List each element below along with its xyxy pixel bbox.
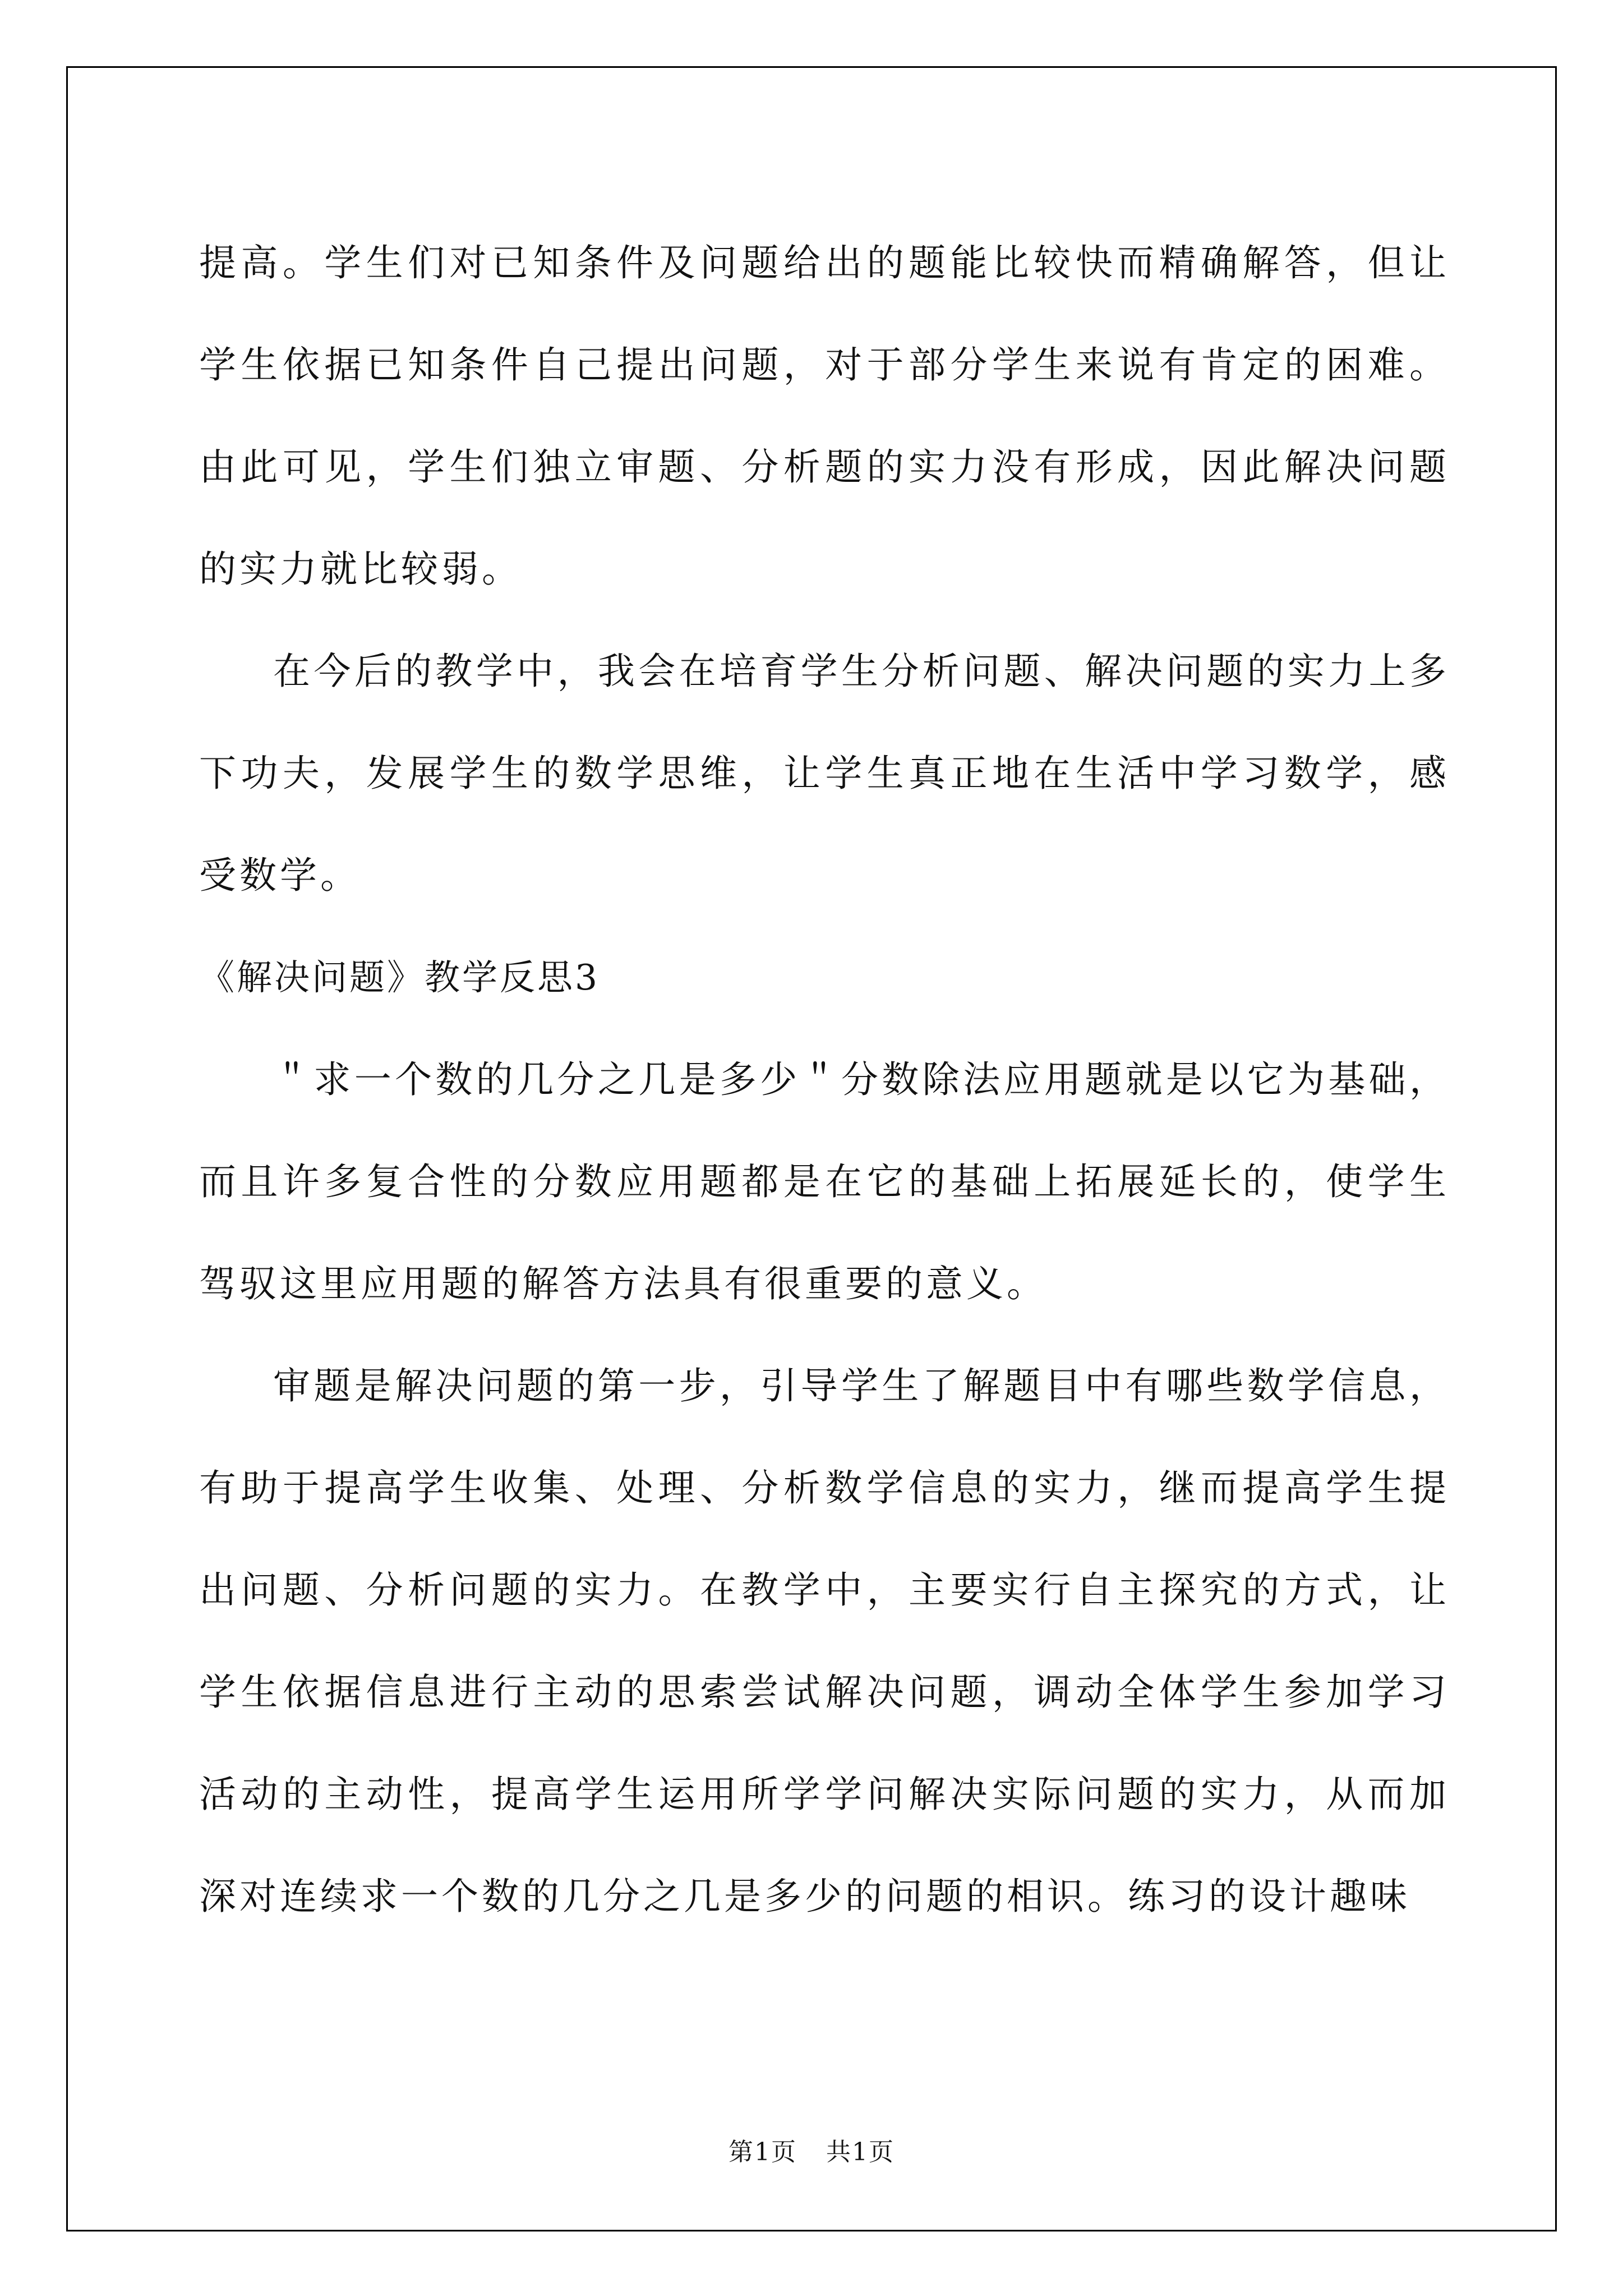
paragraph: ＂求一个数的几分之几是多少＂分数除法应用题就是以它为基础，而且许多复合性的分数应用题都是在它的基础上拓展延长的，使学生驾驭这里应用题的解答方法具有很重要的意义。 — [199, 1058, 1450, 1305]
paragraph: 审题是解决问题的第一步，引导学生了解题目中有哪些数学信息，有助于提高学生收集、处理、分析数学信息的实力，继而提高学生提出问题、分析问题的实力。在教学中，主要实行自主探究的方式，让学生依据信息进行主动的思索尝试解决问题，调动全体学生参加学习活动的主动性，提高学生运用所学学问解决实际问题的实力，从而加深对连续求一个数的几分之几是多少的问题的相识。练习的设计趣味 — [199, 1364, 1450, 1918]
paragraph: 在今后的教学中，我会在培育学生分析问题、解决问题的实力上多下功夫，发展学生的数学思维，让学生真正地在生活中学习数学，感受数学。 — [199, 650, 1450, 897]
page-number: 第1页 — [728, 2138, 797, 2166]
page-total: 共1页 — [826, 2138, 895, 2166]
paragraph: 提高。学生们对已知条件及问题给出的题能比较快而精确解答，但让学生依据已知条件自己提出问题，对于部分学生来说有肯定的困难。由此可见，学生们独立审题、分析题的实力没有形成，因此解决问题的实力就比较弱。 — [199, 241, 1450, 591]
section-title: 《解决问题》教学反思3 — [199, 957, 600, 998]
page-footer — [0, 2132, 1623, 2168]
document-body — [199, 212, 1450, 1948]
